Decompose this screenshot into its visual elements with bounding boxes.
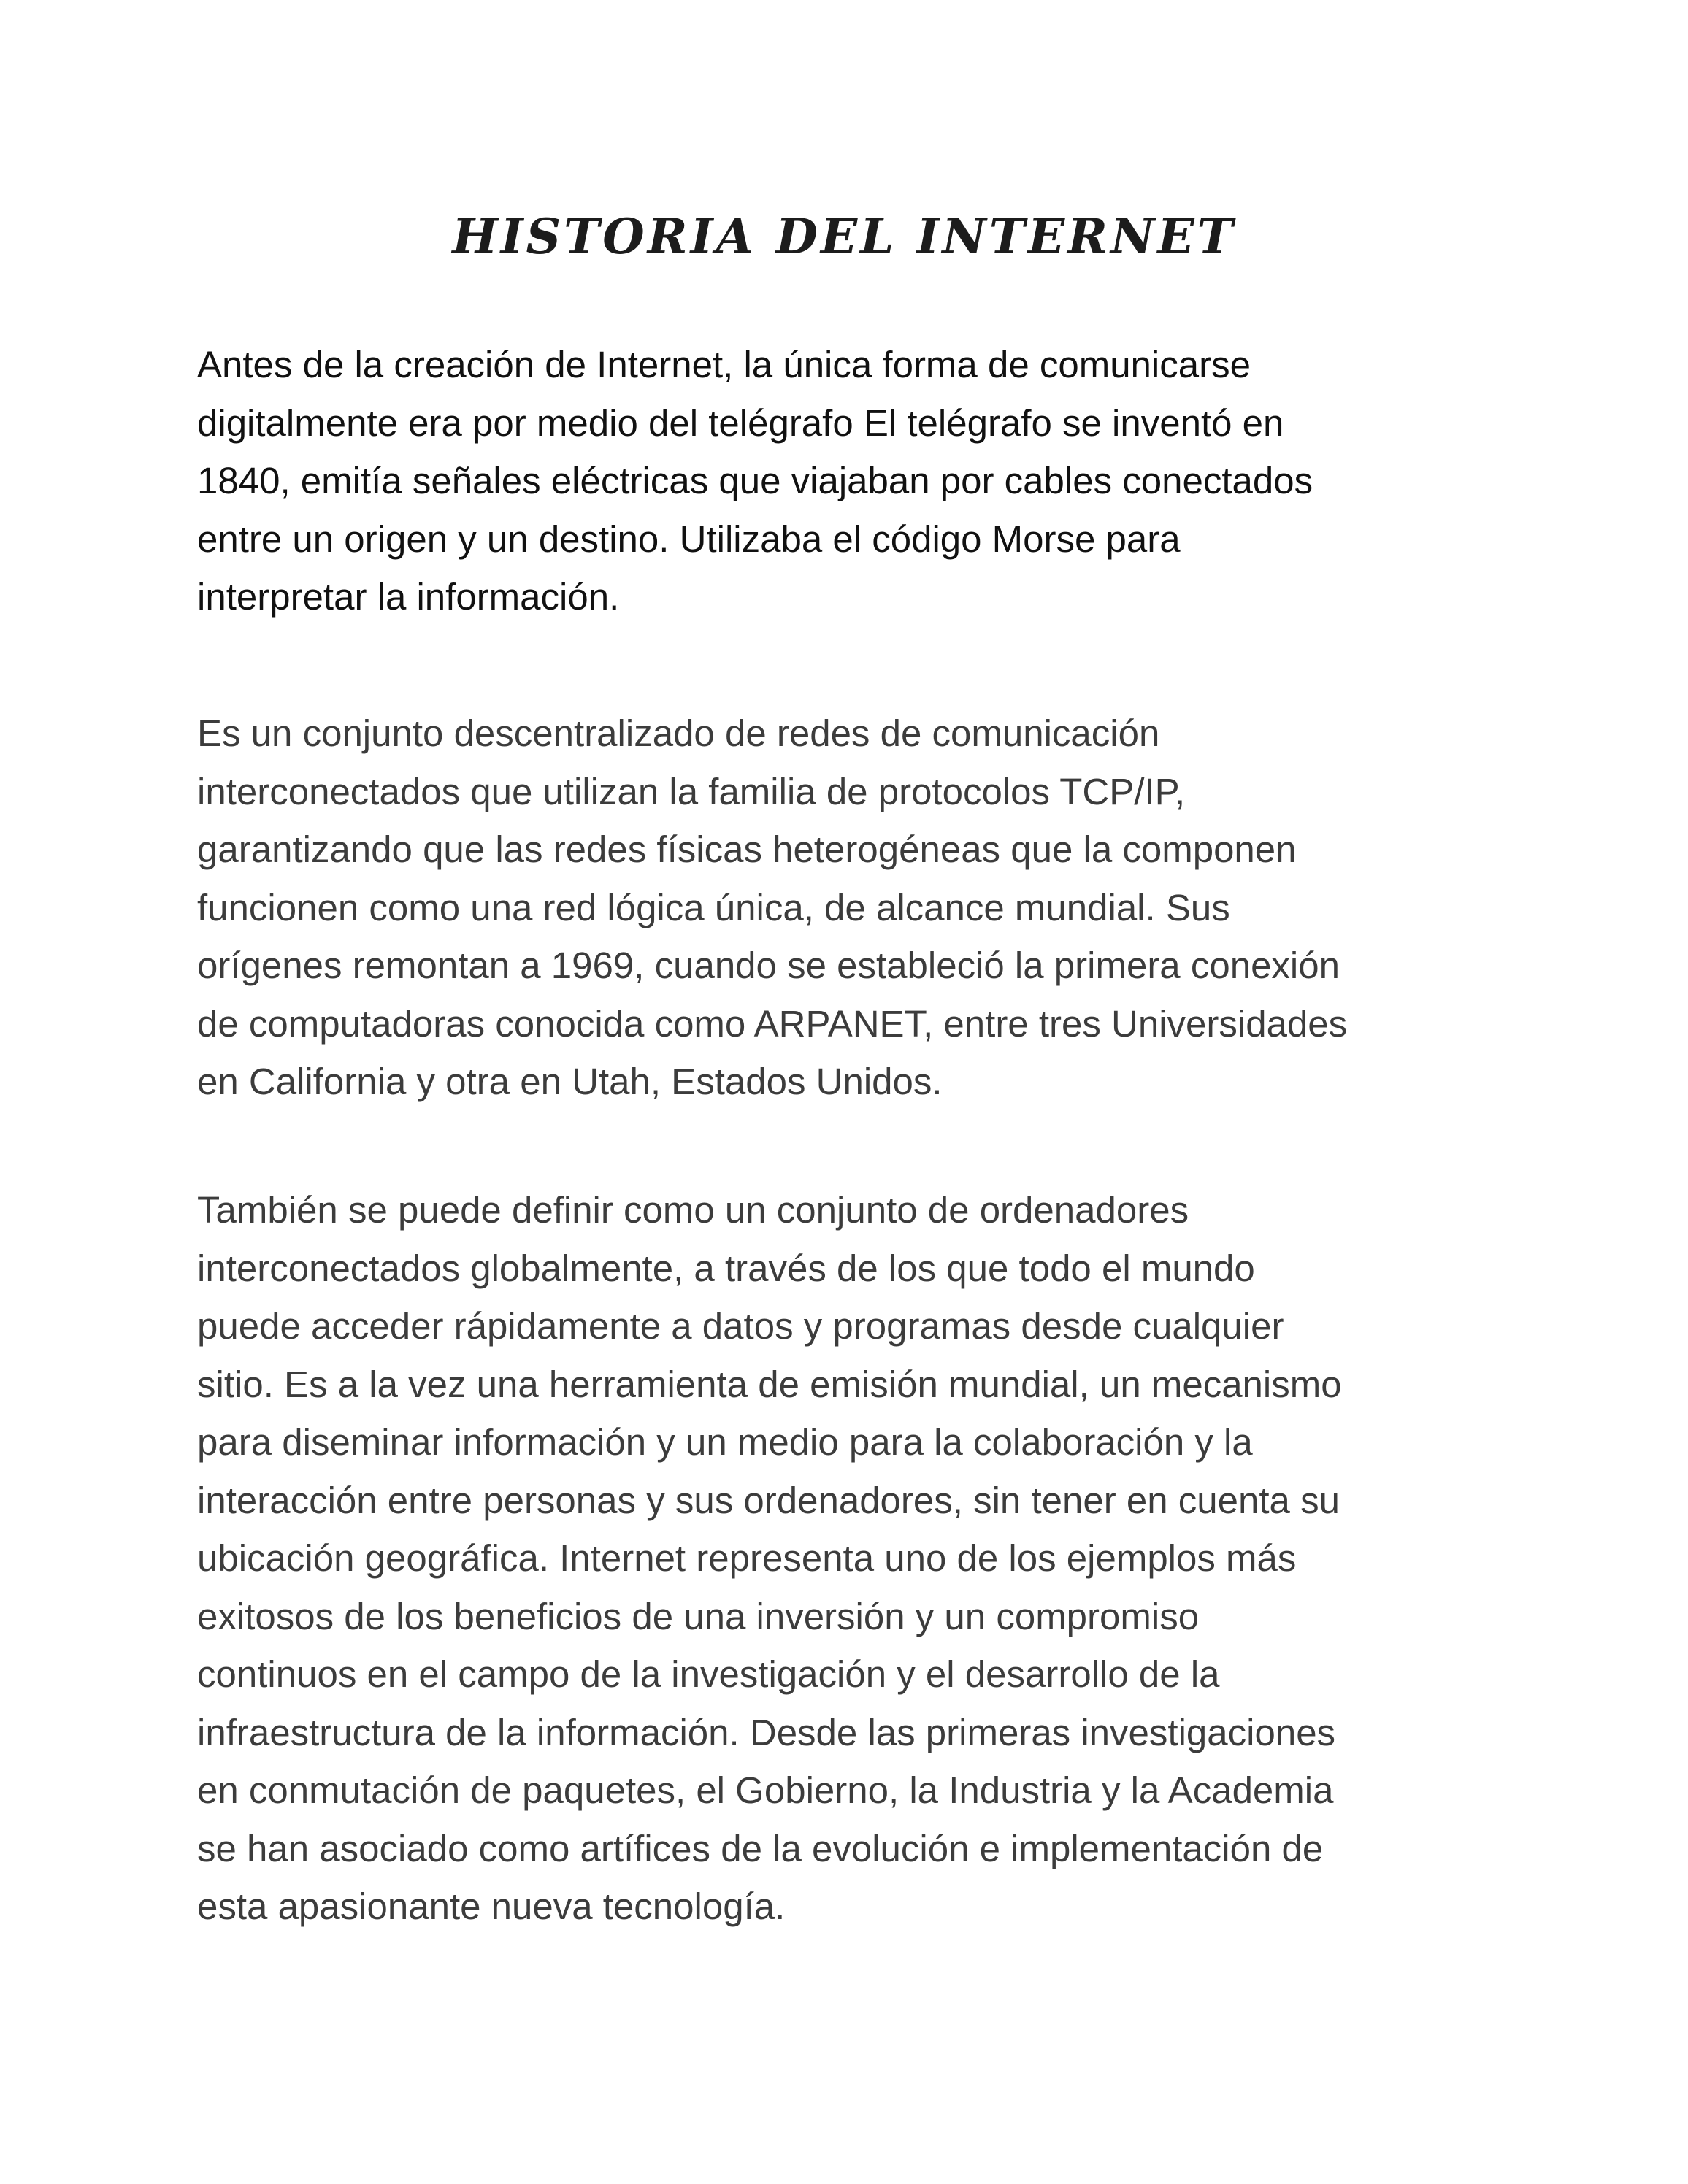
paragraph-line: infraestructura de la información. Desde las primeras investigaciones <box>197 1711 1336 1753</box>
paragraph-line: digitalmente era por medio del telégrafo El telégrafo se inventó en <box>197 401 1284 444</box>
paragraph-line: También se puede definir como un conjunto de ordenadores <box>197 1189 1189 1231</box>
paragraph-line: Antes de la creación de Internet, la única forma de comunicarse <box>197 344 1251 385</box>
paragraph-line: esta apasionante nueva tecnología. <box>197 1885 786 1927</box>
paragraph-line: ubicación geográfica. Internet representa uno de los ejemplos más <box>197 1537 1297 1579</box>
paragraph-line: para diseminar información y un medio para la colaboración y la <box>197 1421 1253 1463</box>
paragraph-line: Es un conjunto descentralizado de redes de comunicación <box>197 712 1160 754</box>
paragraph-line: continuos en el campo de la investigación y el desarrollo de la <box>197 1653 1220 1695</box>
paragraph-line: interpretar la información. <box>197 576 620 618</box>
paragraph-line: interacción entre personas y sus ordenadores, sin tener en cuenta su <box>197 1479 1340 1521</box>
paragraph-line: puede acceder rápidamente a datos y programas desde cualquier <box>197 1305 1284 1347</box>
paragraph-line: interconectados que utilizan la familia de protocolos TCP/IP, <box>197 770 1186 812</box>
paragraph-line: exitosos de los beneficios de una inversión y un compromiso <box>197 1595 1200 1637</box>
paragraph-line: en California y otra en Utah, Estados Unidos. <box>197 1061 943 1102</box>
paragraph-line: de computadoras conocida como ARPANET, entre tres Universidades <box>197 1002 1348 1045</box>
paragraph-global-network <box>197 1181 1527 1936</box>
paragraph-line: funcionen como una red lógica única, de alcance mundial. Sus <box>197 886 1230 928</box>
paragraph-line: en conmutación de paquetes, el Gobierno, la Industria y la Academia <box>197 1769 1334 1811</box>
paragraph-line: 1840, emitía señales eléctricas que viajaban por cables conectados <box>197 460 1313 501</box>
paragraph-definition <box>197 704 1527 1111</box>
paragraph-line: interconectados globalmente, a través de los que todo el mundo <box>197 1247 1255 1289</box>
paragraph-line: se han asociado como artífices de la evolución e implementación de <box>197 1827 1324 1869</box>
paragraph-line: garantizando que las redes físicas heterogéneas que la componen <box>197 828 1297 870</box>
document-title: HISTORIA DEL INTERNET <box>452 208 1236 265</box>
paragraph-line: sitio. Es a la vez una herramienta de emisión mundial, un mecanismo <box>197 1363 1342 1405</box>
paragraph-line: entre un origen y un destino. Utilizaba el código Morse para <box>197 518 1181 560</box>
paragraph-line: orígenes remontan a 1969, cuando se estableció la primera conexión <box>197 945 1340 986</box>
paragraph-telegraph <box>197 336 1527 626</box>
